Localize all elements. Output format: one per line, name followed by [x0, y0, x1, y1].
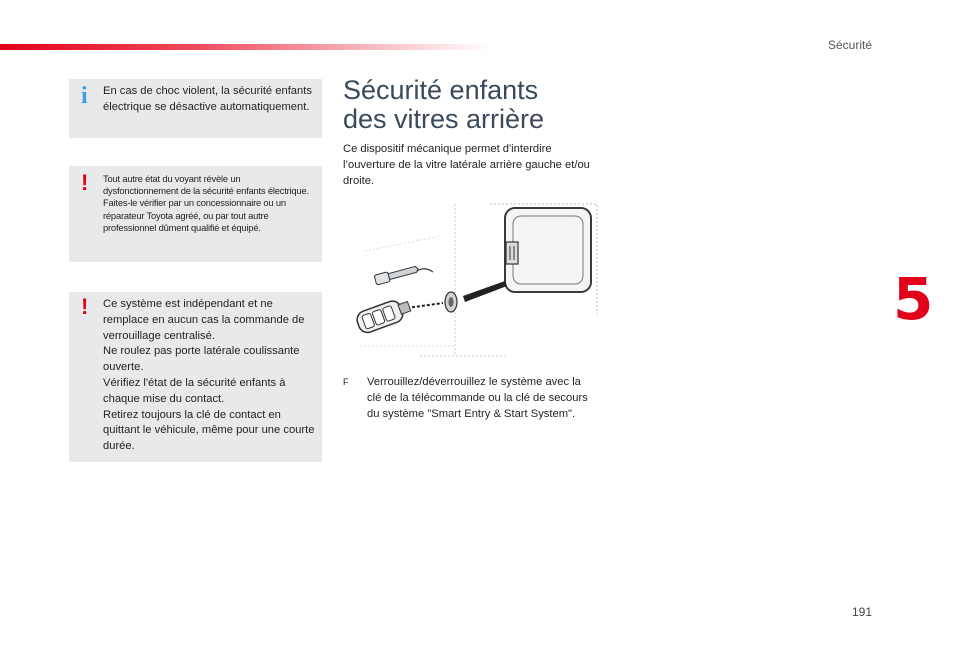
child-lock-illustration	[345, 196, 605, 361]
chapter-number: 5	[893, 265, 934, 333]
warning-icon: !	[81, 294, 89, 319]
section-title: Sécurité	[827, 38, 872, 52]
title-line-2: des vitres arrière	[343, 104, 545, 134]
intro-text: Ce dispositif mécanique permet d'interdire l’ouverture de la vitre latérale arrière gauche et/ou droite.	[343, 143, 590, 187]
info-text: En cas de choc violent, la sécurité enfants électrique se désactive automatiquement.	[103, 85, 312, 113]
warning-line: Retirez toujours la clé de contact en quittant le véhicule, même pour une courte durée.	[103, 408, 315, 453]
page-title	[343, 76, 544, 134]
warning-text	[103, 297, 318, 455]
title-line-1: Sécurité enfants	[343, 75, 539, 105]
warning-icon: !	[81, 170, 89, 195]
warning-line: Tout autre état du voyant révèle un dysfonctionnement de la sécurité enfants électrique.	[103, 173, 309, 197]
step-text: Verrouillez/déverrouillez le système avec la clé de la télécommande ou la clé de secours du système "Smart Entry & Start System".	[367, 376, 588, 420]
step-bullet: F	[343, 377, 349, 387]
page-number: 191	[851, 605, 872, 619]
warning-line: Ce système est indépendant et ne remplace en aucun cas la commande de verrouillage centralisé.	[103, 298, 305, 342]
info-box	[69, 79, 322, 138]
header-accent-bar	[0, 44, 490, 50]
warning-text	[103, 173, 316, 234]
warning-line: Ne roulez pas porte latérale coulissante ouverte.	[103, 345, 300, 374]
warning-box-usage	[69, 292, 322, 462]
warning-box-malfunction	[69, 166, 322, 262]
info-icon: i	[81, 83, 88, 109]
warning-line: Faites-le vérifier par un concessionnaire ou un réparateur Toyota agréé, ou par tout autre professionnel dûment qualifié et équipé.	[103, 197, 286, 233]
warning-line: Vérifiez l'état de la sécurité enfants à chaque mise du contact.	[103, 376, 286, 405]
